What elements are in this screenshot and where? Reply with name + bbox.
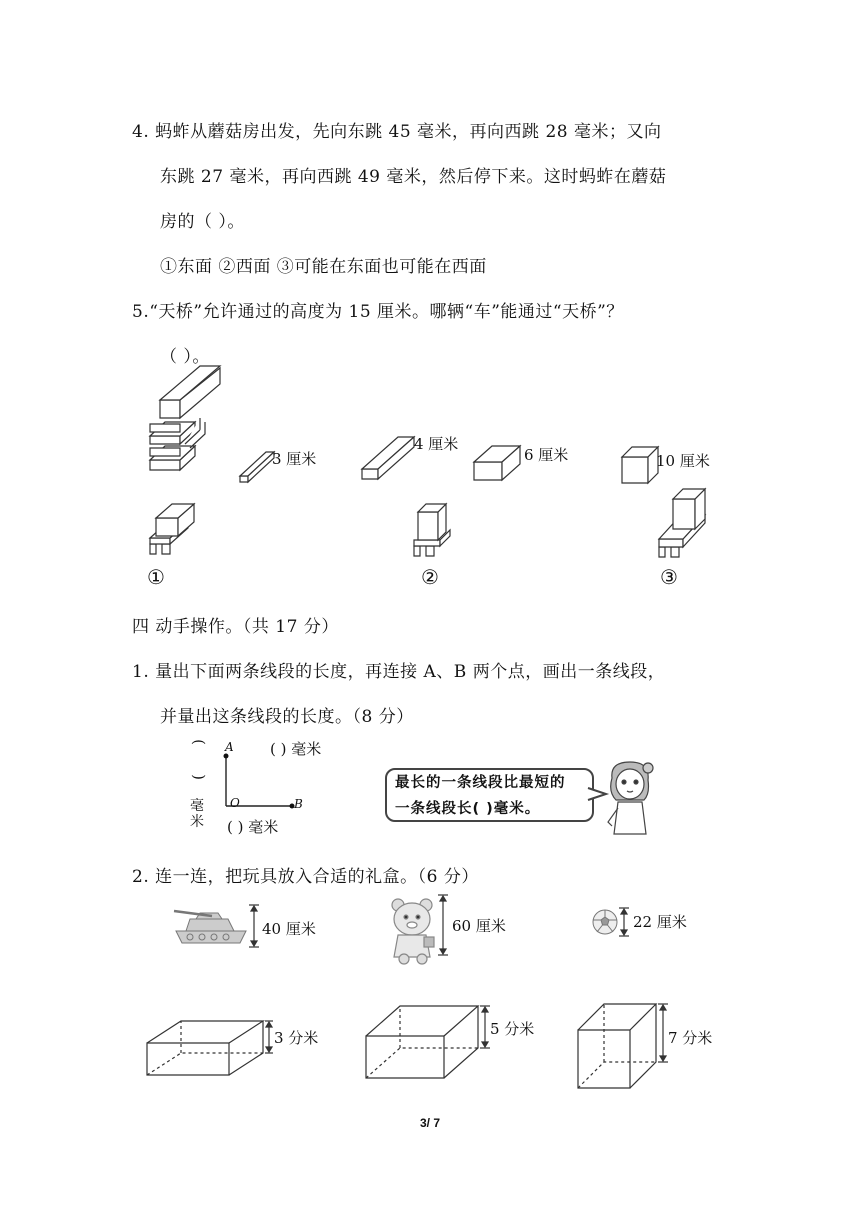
q5-line1: 5.“天桥”允许通过的高度为 15 厘米。哪辆“车”能通过“天桥”？ <box>132 302 624 322</box>
speech-bubble <box>385 768 594 822</box>
point-a-label: A <box>225 740 234 754</box>
box-5dm <box>364 1002 494 1082</box>
girl-illustration <box>600 758 660 838</box>
box-7dm <box>576 1000 676 1092</box>
bear-height-label: 60 厘米 <box>452 917 506 935</box>
block-label-3cm: 3 厘米 <box>272 450 317 468</box>
q1-line2: 并量出这条线段的长度。（8 分） <box>160 707 414 727</box>
q1-line1: 1. 量出下面两条线段的长度，再连接 A、B 两个点，画出一条线段， <box>132 662 666 682</box>
car-label-1: ① <box>147 565 166 589</box>
car-3 <box>655 485 715 560</box>
car-2 <box>410 500 470 560</box>
bottom-blank: ( ) 毫米 <box>227 818 279 836</box>
car-1 <box>148 500 208 560</box>
q5-line2: （ ）。 <box>160 347 210 367</box>
block-label-4cm: 4 厘米 <box>414 435 459 453</box>
line-segments-figure <box>222 748 322 823</box>
q4-line1: 4. 蚂蚱从蘑菇房出发，先向东跳 45 毫米，再向西跳 28 毫米；又向 <box>132 122 662 142</box>
bear-height-marker <box>436 893 450 957</box>
point-o-label: O <box>230 796 240 810</box>
block-10cm <box>620 443 660 485</box>
tank-icon <box>172 905 252 945</box>
car-label-2: ② <box>421 565 440 589</box>
car-label-3: ③ <box>660 565 679 589</box>
side-blank-open: ( <box>189 739 208 745</box>
block-4cm <box>360 433 420 483</box>
side-blank-close: ) <box>189 774 208 780</box>
block-label-6cm: 6 厘米 <box>524 446 569 464</box>
ball-height-marker <box>617 906 631 938</box>
q4-options: ①东面 ②西面 ③可能在东面也可能在西面 <box>160 257 487 277</box>
q2-line1: 2. 连一连，把玩具放入合适的礼盒。（6 分） <box>132 867 479 887</box>
page-number: 3/ 7 <box>419 1116 440 1130</box>
section-title: 四 动手操作。（共 17 分） <box>132 617 339 637</box>
block-label-10cm: 10 厘米 <box>656 452 710 470</box>
q4-line2: 东跳 27 毫米，再向西跳 49 毫米，然后停下来。这时蚂蚱在蘑菇 <box>160 167 667 187</box>
box-label-7dm: 7 分米 <box>668 1029 713 1047</box>
bubble-line2: 一条线段长( )毫米。 <box>395 801 541 817</box>
bear-icon <box>386 897 442 963</box>
box-label-5dm: 5 分米 <box>490 1020 535 1038</box>
bridge-stack-illustration <box>145 378 235 478</box>
bubble-line1: 最长的一条线段比最短的 <box>395 775 566 791</box>
point-b-label: B <box>294 797 303 811</box>
top-blank: ( ) 毫米 <box>270 740 322 758</box>
tank-height-label: 40 厘米 <box>262 920 316 938</box>
ball-icon <box>591 908 619 936</box>
ball-height-label: 22 厘米 <box>633 913 687 931</box>
side-unit: 毫米 <box>190 798 204 830</box>
tank-height-marker <box>247 903 261 949</box>
block-6cm <box>472 438 527 483</box>
box-label-3dm: 3 分米 <box>274 1029 319 1047</box>
q4-line3: 房的（ ）。 <box>160 212 245 232</box>
box-3dm <box>145 1015 275 1079</box>
